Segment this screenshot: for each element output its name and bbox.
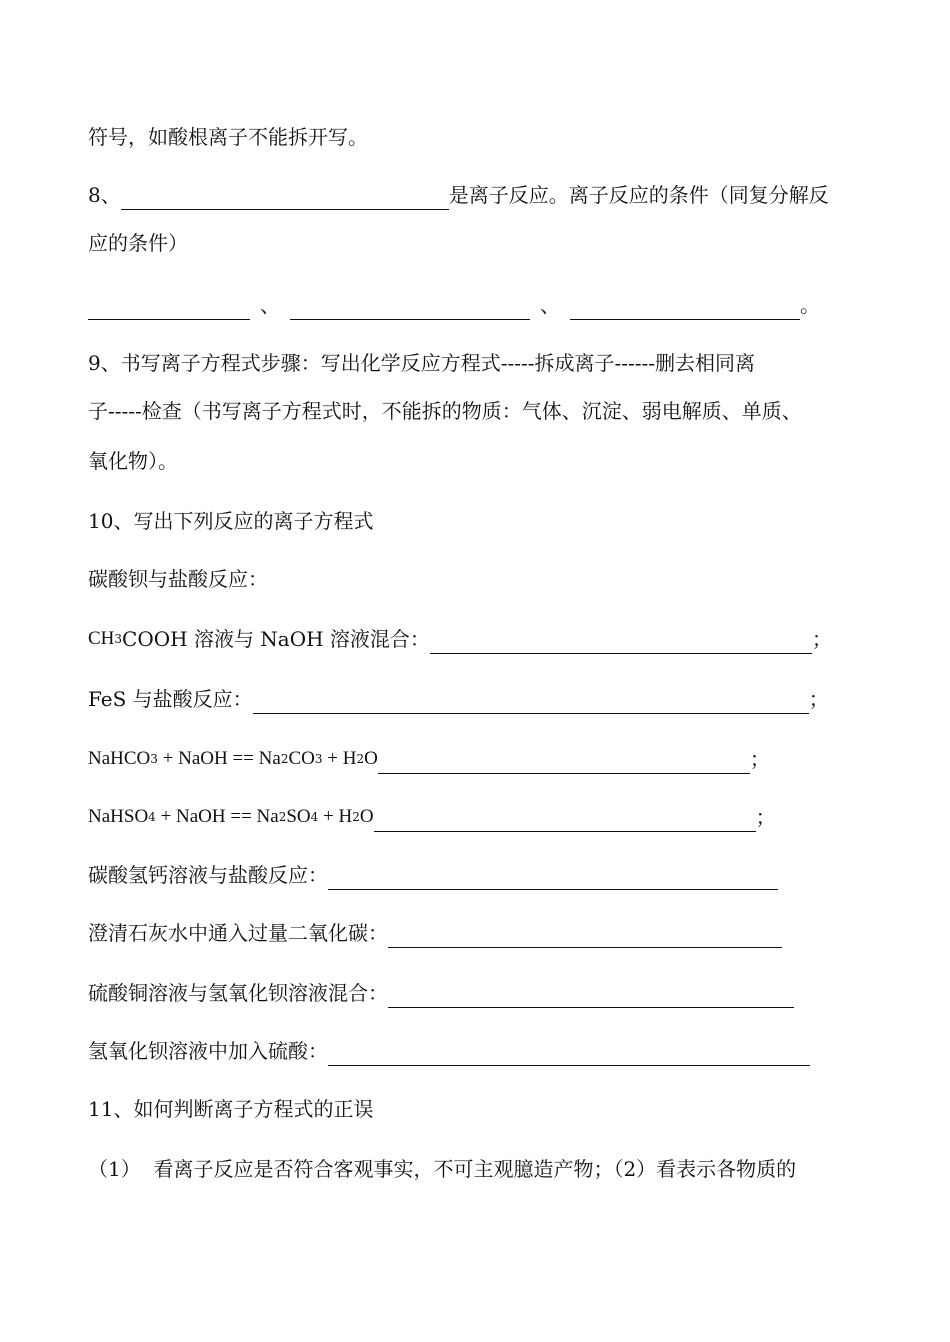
- reaction-5: [88, 802, 890, 832]
- answer-blank[interactable]: [388, 985, 794, 1008]
- subscript: 4: [148, 810, 156, 824]
- answer-blank[interactable]: [374, 809, 756, 832]
- subscript: 2: [280, 752, 289, 766]
- formula-part: + H: [318, 806, 353, 827]
- subscript: 4: [310, 810, 319, 824]
- question-text: （1） 看离子反应是否符合客观事实，不可主观臆造产物；（2）看表示各物质的: [88, 1157, 797, 1181]
- answer-blank[interactable]: [430, 631, 812, 654]
- formula-part: NaHSO: [88, 806, 149, 827]
- subscript: 2: [352, 810, 360, 824]
- reaction-1: [88, 564, 890, 594]
- question-9: [88, 348, 890, 378]
- answer-blank[interactable]: [328, 867, 778, 890]
- reaction-7: [88, 918, 890, 948]
- question-title: 11、如何判断离子方程式的正误: [88, 1097, 374, 1121]
- question-text: 氧化物）。: [88, 449, 178, 473]
- separator: 、: [260, 293, 280, 317]
- separator: 、: [540, 293, 560, 317]
- semicolon: ；: [749, 747, 770, 771]
- answer-blank[interactable]: [290, 297, 530, 320]
- answer-blank[interactable]: [253, 691, 809, 714]
- question-10-title: [88, 506, 890, 536]
- formula-part: CH: [88, 628, 115, 649]
- reaction-label: COOH 溶液与 NaOH 溶液混合：: [122, 627, 430, 651]
- text-line: [88, 396, 890, 426]
- reaction-4: [88, 744, 890, 774]
- answer-blank[interactable]: [388, 925, 782, 948]
- answer-blank[interactable]: [88, 297, 250, 320]
- formula-part: SO: [286, 806, 311, 827]
- formula-part: O: [359, 806, 374, 827]
- subscript: 2: [356, 752, 365, 766]
- answer-blank[interactable]: [328, 1043, 810, 1066]
- reaction-6: [88, 860, 890, 890]
- subscript: 3: [314, 752, 323, 766]
- reaction-2: [88, 624, 890, 654]
- formula-part: O: [364, 748, 378, 769]
- question-11-title: [88, 1094, 890, 1124]
- question-text: 子-----检查（书写离子方程式时，不能拆的物质：气体、沉淀、弱电解质、单质、: [88, 399, 802, 423]
- subscript: 3: [150, 752, 158, 766]
- reaction-9: [88, 1036, 890, 1066]
- text-line: [88, 122, 890, 152]
- formula-part: + NaOH == Na: [157, 748, 281, 769]
- semicolon: ；: [755, 805, 776, 829]
- question-text: 9、书写离子方程式步骤：写出化学反应方程式-----拆成离子------删去相同离: [88, 351, 756, 375]
- paragraph-text: 符号，如酸根离子不能拆开写。: [88, 125, 368, 149]
- formula-part: + H: [322, 748, 357, 769]
- question-text: 应的条件）: [88, 231, 188, 255]
- subscript: 2: [278, 810, 287, 824]
- period: 。: [800, 293, 820, 317]
- semicolon: ；: [808, 687, 829, 711]
- question-text: 是离子反应。离子反应的条件（同复分解反: [448, 183, 829, 207]
- answer-blank[interactable]: [378, 751, 750, 774]
- reaction-label: 澄清石灰水中通入过量二氧化碳：: [88, 921, 388, 945]
- reaction-label: 碳酸钡与盐酸反应：: [88, 567, 268, 591]
- answer-blank[interactable]: [570, 297, 800, 320]
- reaction-3: [88, 684, 890, 714]
- subscript: 3: [114, 632, 123, 646]
- q8-blanks-row: [88, 290, 890, 320]
- reaction-8: [88, 978, 890, 1008]
- question-8: [88, 180, 890, 210]
- question-number: 8、: [88, 183, 121, 207]
- formula-part: NaHCO: [88, 748, 151, 769]
- text-line: [88, 228, 890, 258]
- text-line: [88, 446, 890, 476]
- question-title: 10、写出下列反应的离子方程式: [88, 509, 374, 533]
- semicolon: ；: [811, 627, 832, 651]
- reaction-label: FeS 与盐酸反应：: [88, 687, 253, 711]
- answer-blank[interactable]: [121, 187, 449, 210]
- reaction-label: 碳酸氢钙溶液与盐酸反应：: [88, 863, 328, 887]
- reaction-label: 氢氧化钡溶液中加入硫酸：: [88, 1039, 328, 1063]
- formula-part: CO: [288, 748, 315, 769]
- text-line: [88, 1154, 890, 1184]
- formula-part: + NaOH == Na: [155, 806, 279, 827]
- reaction-label: 硫酸铜溶液与氢氧化钡溶液混合：: [88, 981, 388, 1005]
